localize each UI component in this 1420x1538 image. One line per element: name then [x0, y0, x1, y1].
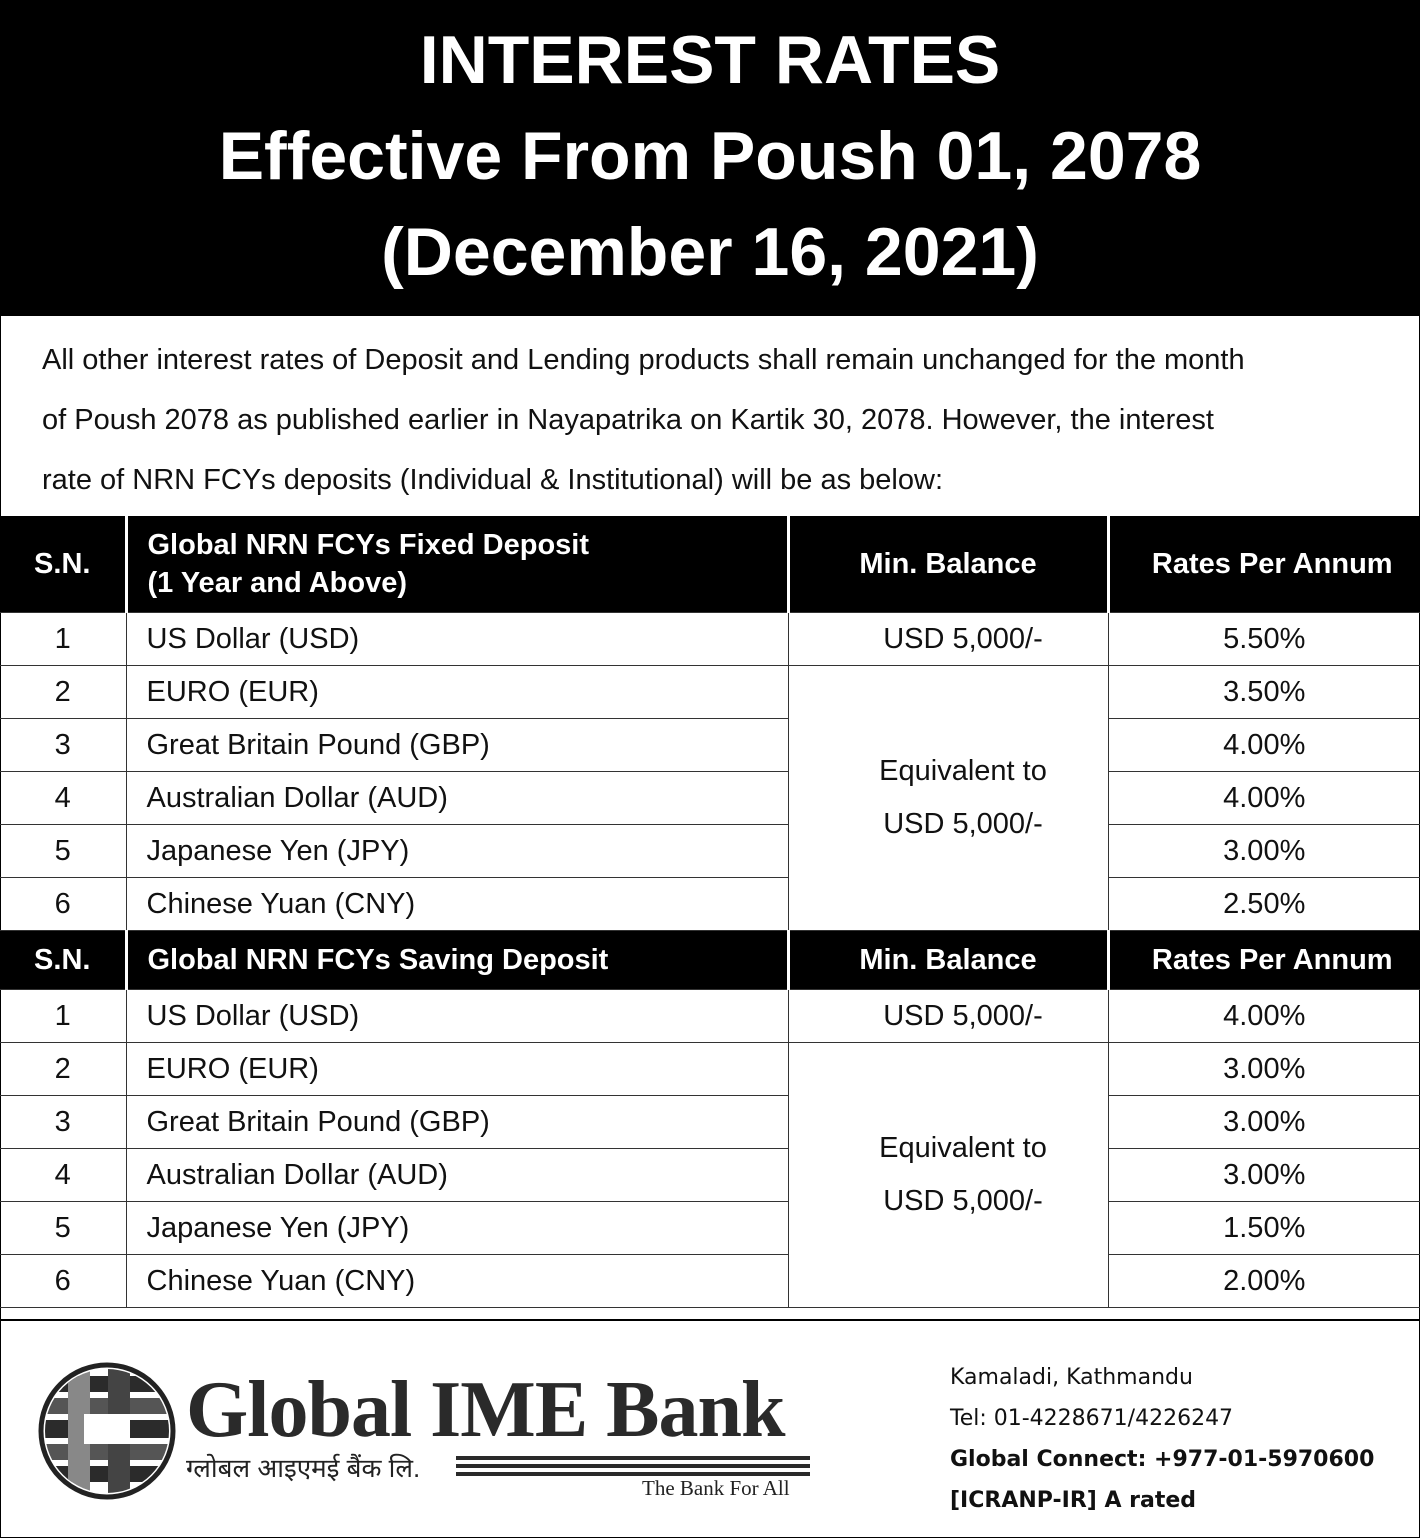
credit-rating: [ICRANP-IR] A rated — [950, 1488, 1197, 1513]
table-row — [0, 878, 1420, 931]
row-rate: 5.50% — [1108, 613, 1420, 666]
column-header-fixed-deposit — [126, 516, 788, 613]
row-rate: 4.00% — [1108, 772, 1420, 825]
page-title: INTEREST RATES — [419, 22, 1001, 98]
row-currency: Great Britain Pound (GBP) — [126, 1096, 788, 1149]
contact-block — [950, 1360, 1374, 1524]
row-rate: 3.00% — [1108, 825, 1420, 878]
row-currency: Australian Dollar (AUD) — [126, 1149, 788, 1202]
column-header-rate: Rates Per Annum — [1108, 931, 1420, 990]
address: Kamaladi, Kathmandu — [950, 1365, 1193, 1390]
table-row — [0, 1096, 1420, 1149]
row-sn: 4 — [0, 1149, 126, 1202]
intro-line: All other interest rates of Deposit and Lending products shall remain unchanged for the month — [42, 344, 1245, 376]
row-sn: 5 — [0, 825, 126, 878]
row-rate: 3.00% — [1108, 1096, 1420, 1149]
table-row — [0, 1255, 1420, 1308]
table-row — [0, 1043, 1420, 1096]
merged-min-balance — [788, 1043, 1108, 1308]
telephone: Tel: 01-4228671/4226247 — [950, 1406, 1234, 1431]
column-header-saving-deposit: Global NRN FCYs Saving Deposit — [126, 931, 788, 990]
table-row — [0, 666, 1420, 719]
row-rate: 4.00% — [1108, 990, 1420, 1043]
table-row — [0, 772, 1420, 825]
row-rate: 3.50% — [1108, 666, 1420, 719]
global-connect: Global Connect: +977-01-5970600 — [950, 1447, 1375, 1472]
column-header-line: (1 Year and Above) — [147, 567, 407, 599]
table-row — [0, 719, 1420, 772]
table-row — [0, 990, 1420, 1043]
row-rate: 3.00% — [1108, 1149, 1420, 1202]
table-row — [0, 1202, 1420, 1255]
global-ime-logo-icon — [38, 1362, 176, 1500]
balance-line: Equivalent to — [879, 1132, 1047, 1164]
intro-line: rate of NRN FCYs deposits (Individual & Institutional) will be as below: — [42, 464, 943, 496]
row-currency: Chinese Yuan (CNY) — [126, 878, 788, 931]
row-currency: US Dollar (USD) — [126, 990, 788, 1043]
header-banner — [0, 0, 1420, 316]
column-header-sn: S.N. — [0, 931, 126, 990]
row-rate: 1.50% — [1108, 1202, 1420, 1255]
row-currency: Japanese Yen (JPY) — [126, 1202, 788, 1255]
row-currency: US Dollar (USD) — [126, 613, 788, 666]
row-currency: Chinese Yuan (CNY) — [126, 1255, 788, 1308]
row-rate: 4.00% — [1108, 719, 1420, 772]
row-rate: 2.00% — [1108, 1255, 1420, 1308]
column-header-rate: Rates Per Annum — [1108, 516, 1420, 613]
row-sn: 4 — [0, 772, 126, 825]
row-sn: 3 — [0, 719, 126, 772]
rates-table — [0, 516, 1420, 1308]
bank-tagline: The Bank For All — [642, 1476, 790, 1500]
row-min-balance: USD 5,000/- — [788, 613, 1108, 666]
row-sn: 2 — [0, 1043, 126, 1096]
row-currency: EURO (EUR) — [126, 666, 788, 719]
row-sn: 2 — [0, 666, 126, 719]
rule-line — [456, 1464, 810, 1468]
column-header-min-balance: Min. Balance — [788, 516, 1108, 613]
row-sn: 6 — [0, 1255, 126, 1308]
effective-date-nepali: Effective From Poush 01, 2078 — [218, 118, 1202, 194]
bank-name-nepali: ग्लोबल आइएमई बैंक लि. — [186, 1453, 421, 1483]
intro-line: of Poush 2078 as published earlier in Nayapatrika on Kartik 30, 2078. However, the interest — [42, 404, 1214, 436]
row-currency: EURO (EUR) — [126, 1043, 788, 1096]
row-currency: Great Britain Pound (GBP) — [126, 719, 788, 772]
row-sn: 6 — [0, 878, 126, 931]
rule-line — [456, 1456, 810, 1460]
footer-divider — [0, 1319, 1420, 1321]
balance-line: USD 5,000/- — [883, 808, 1043, 840]
row-sn: 3 — [0, 1096, 126, 1149]
intro-paragraph — [42, 330, 1402, 510]
row-sn: 1 — [0, 613, 126, 666]
bank-name: Global IME Bank — [186, 1366, 785, 1454]
column-header-sn: S.N. — [0, 516, 126, 613]
effective-date-english: (December 16, 2021) — [381, 214, 1039, 290]
row-min-balance: USD 5,000/- — [788, 990, 1108, 1043]
fixed-deposit-header-row — [0, 516, 1420, 613]
balance-line: USD 5,000/- — [883, 1185, 1043, 1217]
column-header-line: Global NRN FCYs Fixed Deposit — [147, 529, 589, 561]
row-rate: 2.50% — [1108, 878, 1420, 931]
table-row — [0, 825, 1420, 878]
merged-min-balance — [788, 666, 1108, 931]
table-row — [0, 613, 1420, 666]
row-sn: 5 — [0, 1202, 126, 1255]
row-currency: Australian Dollar (AUD) — [126, 772, 788, 825]
saving-deposit-header-row — [0, 931, 1420, 990]
row-sn: 1 — [0, 990, 126, 1043]
balance-line: Equivalent to — [879, 755, 1047, 787]
row-rate: 3.00% — [1108, 1043, 1420, 1096]
row-currency: Japanese Yen (JPY) — [126, 825, 788, 878]
table-row — [0, 1149, 1420, 1202]
column-header-min-balance: Min. Balance — [788, 931, 1108, 990]
